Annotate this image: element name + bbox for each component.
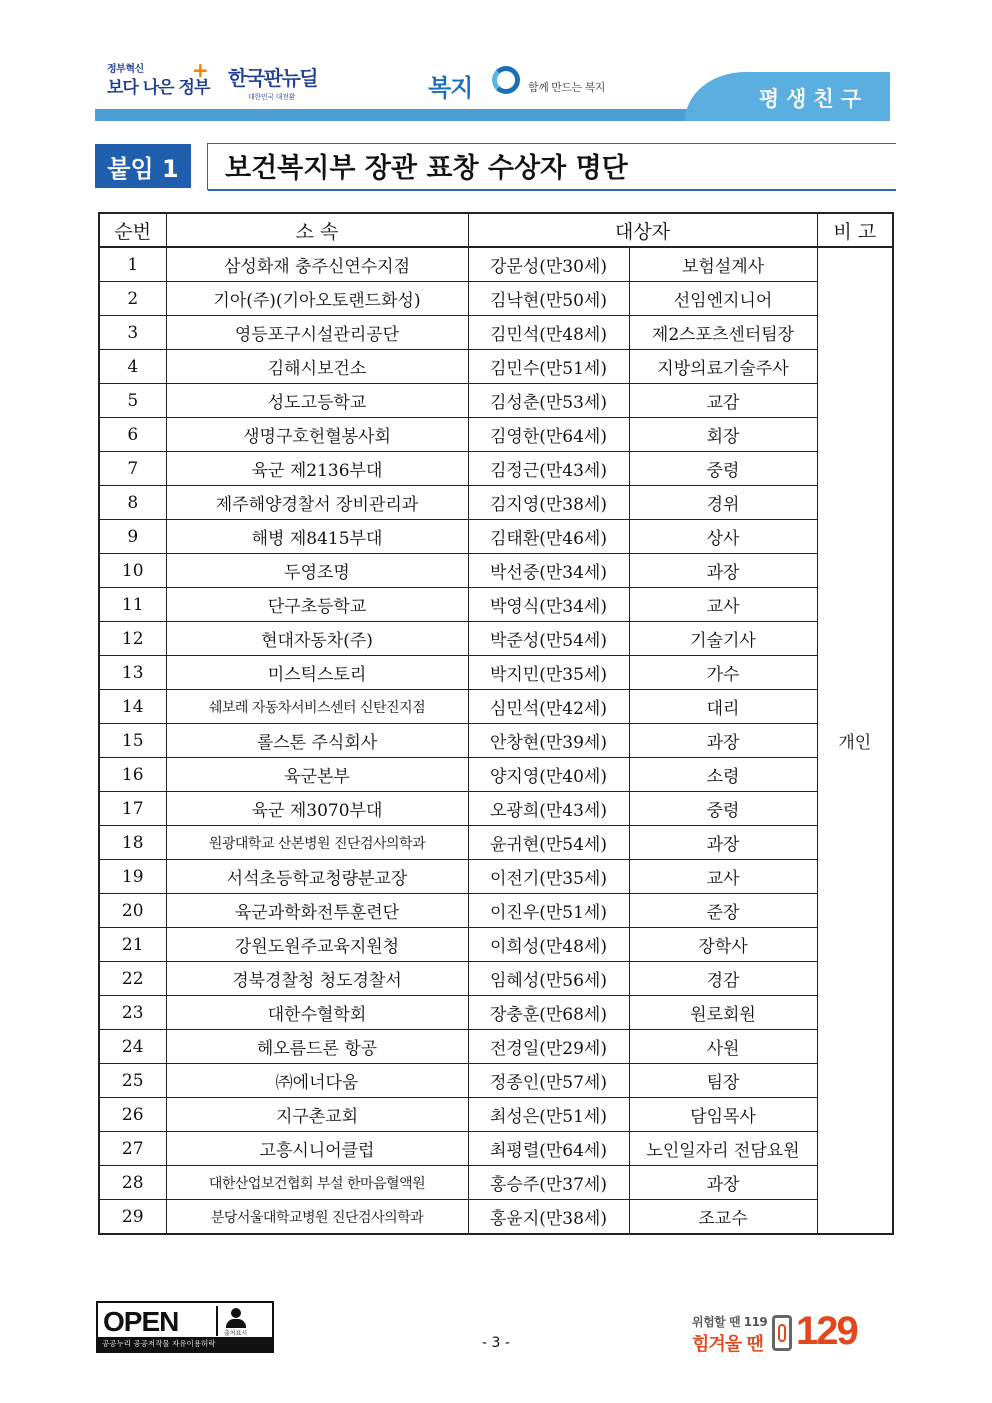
- cell-no: 27: [99, 1132, 166, 1166]
- table-row: [99, 588, 893, 622]
- cell-org: 육군 제2136부대: [166, 452, 468, 486]
- table-row: [99, 622, 893, 656]
- cell-name: 홍승주(만37세): [468, 1166, 629, 1200]
- table-row: [99, 758, 893, 792]
- page-title: 보건복지부 장관 표창 수상자 명단: [225, 153, 628, 184]
- cell-name: 임혜성(만56세): [468, 962, 629, 996]
- table-row: [99, 452, 893, 486]
- cell-org: 제주해양경찰서 장비관리과: [166, 486, 468, 520]
- cell-no: 22: [99, 962, 166, 996]
- table-row: [99, 996, 893, 1030]
- cell-org: 육군본부: [166, 758, 468, 792]
- cell-org: 지구촌교회: [166, 1098, 468, 1132]
- title-left-line: [207, 143, 208, 190]
- table-row: [99, 520, 893, 554]
- cell-no: 14: [99, 690, 166, 724]
- cell-org: 현대자동차(주): [166, 622, 468, 656]
- hotline-line2: 힘겨울 땐: [692, 1334, 763, 1355]
- table-row: [99, 418, 893, 452]
- cell-org: 경북경찰청 청도경찰서: [166, 962, 468, 996]
- cell-role: 교사: [629, 588, 817, 622]
- cell-no: 23: [99, 996, 166, 1030]
- cell-org: 대한수혈학회: [166, 996, 468, 1030]
- header-note: 비 고: [817, 213, 893, 247]
- header-tab: [685, 72, 890, 121]
- cell-no: 24: [99, 1030, 166, 1064]
- cell-no: 5: [99, 384, 166, 418]
- cell-name: 이전기(만35세): [468, 860, 629, 894]
- cell-name: 강문성(만30세): [468, 247, 629, 282]
- gov-logo-small-text: 정부혁신: [107, 64, 144, 75]
- cell-name: 김태환(만46세): [468, 520, 629, 554]
- cell-role: 준장: [629, 894, 817, 928]
- table-row: [99, 316, 893, 350]
- cell-role: 보험설계사: [629, 247, 817, 282]
- cell-org: 기아(주)(기아오토랜드화성): [166, 282, 468, 316]
- cell-name: 김영한(만64세): [468, 418, 629, 452]
- cell-no: 29: [99, 1200, 166, 1235]
- cell-name: 김낙현(만50세): [468, 282, 629, 316]
- cell-name: 박지민(만35세): [468, 656, 629, 690]
- cell-name: 김민석(만48세): [468, 316, 629, 350]
- cell-no: 20: [99, 894, 166, 928]
- title-underline: [208, 189, 896, 191]
- page-header: [95, 52, 890, 124]
- bokji-slogan: 함께 만드는 복지: [528, 81, 605, 94]
- cell-name: 장충훈(만68세): [468, 996, 629, 1030]
- cell-role: 소령: [629, 758, 817, 792]
- table-header-row: [99, 213, 893, 247]
- cell-role: 과장: [629, 724, 817, 758]
- phone-icon: [772, 1315, 792, 1351]
- cell-org: 미스틱스토리: [166, 656, 468, 690]
- cell-no: 25: [99, 1064, 166, 1098]
- gov-innovation-logo: [107, 58, 210, 104]
- cell-org: 헤오름드론 항공: [166, 1030, 468, 1064]
- cell-name: 이희성(만48세): [468, 928, 629, 962]
- table-row: [99, 962, 893, 996]
- cell-org: 해병 제8415부대: [166, 520, 468, 554]
- cell-role: 상사: [629, 520, 817, 554]
- hotline-129-banner: [692, 1305, 884, 1357]
- cell-role: 장학사: [629, 928, 817, 962]
- cell-name: 홍윤지(만38세): [468, 1200, 629, 1235]
- newdeal-logo-text: 한국판뉴딜: [228, 66, 318, 90]
- table-row: [99, 690, 893, 724]
- cell-org: 분당서울대학교병원 진단검사의학과: [166, 1200, 468, 1235]
- cell-name: 정종인(만57세): [468, 1064, 629, 1098]
- cell-role: 지방의료기술주사: [629, 350, 817, 384]
- cell-name: 안창현(만39세): [468, 724, 629, 758]
- cell-role: 대리: [629, 690, 817, 724]
- cell-no: 1: [99, 247, 166, 282]
- cell-no: 7: [99, 452, 166, 486]
- table-row: [99, 1098, 893, 1132]
- cell-name: 김민수(만51세): [468, 350, 629, 384]
- cell-no: 2: [99, 282, 166, 316]
- cell-role: 선임엔지니어: [629, 282, 817, 316]
- cell-org: 단구초등학교: [166, 588, 468, 622]
- cell-note: 개인: [817, 247, 893, 1234]
- table-row: [99, 350, 893, 384]
- cell-role: 담임목사: [629, 1098, 817, 1132]
- cell-role: 과장: [629, 1166, 817, 1200]
- attribution-label: 출처표시: [224, 1330, 248, 1337]
- cell-name: 이진우(만51세): [468, 894, 629, 928]
- newdeal-logo-subtext: 대한민국 대전환: [248, 93, 296, 101]
- cell-org: 고흥시니어클럽: [166, 1132, 468, 1166]
- attribution-icon: [216, 1306, 256, 1336]
- cell-role: 중령: [629, 452, 817, 486]
- header-no: 순번: [99, 213, 166, 247]
- table-row: [99, 554, 893, 588]
- table-row: [99, 826, 893, 860]
- table-row: [99, 792, 893, 826]
- open-license-caption: 공공누리 공공저작물 자유이용허락: [98, 1337, 272, 1351]
- table-row: [99, 894, 893, 928]
- open-logo-text: OPEN: [103, 1306, 179, 1337]
- header-tab-label: 평생친구: [758, 87, 868, 111]
- cell-name: 윤귀현(만54세): [468, 826, 629, 860]
- title-top-line: [208, 143, 896, 144]
- table-row: [99, 282, 893, 316]
- cell-org: 강원도원주교육지원청: [166, 928, 468, 962]
- cell-org: 두영조명: [166, 554, 468, 588]
- cell-no: 28: [99, 1166, 166, 1200]
- table-row: [99, 1064, 893, 1098]
- table-row: [99, 1132, 893, 1166]
- cell-org: 원광대학교 산본병원 진단검사의학과: [166, 826, 468, 860]
- table-row: [99, 656, 893, 690]
- bokji-circle-icon: [492, 66, 520, 94]
- header-org: 소 속: [166, 213, 468, 247]
- cell-role: 원로회원: [629, 996, 817, 1030]
- table-body: [99, 247, 893, 1234]
- cell-role: 과장: [629, 554, 817, 588]
- cell-name: 최성은(만51세): [468, 1098, 629, 1132]
- cell-name: 김성춘(만53세): [468, 384, 629, 418]
- cell-role: 교사: [629, 860, 817, 894]
- cell-org: 서석초등학교청량분교장: [166, 860, 468, 894]
- awardee-table: [98, 212, 894, 1235]
- cell-role: 팀장: [629, 1064, 817, 1098]
- cell-no: 17: [99, 792, 166, 826]
- table-row: [99, 1030, 893, 1064]
- cell-no: 16: [99, 758, 166, 792]
- header-recipient: 대상자: [468, 213, 817, 247]
- table-row: [99, 928, 893, 962]
- attachment-badge: 붙임 1: [95, 144, 191, 188]
- cell-no: 8: [99, 486, 166, 520]
- cell-no: 18: [99, 826, 166, 860]
- cell-role: 교감: [629, 384, 817, 418]
- cell-role: 가수: [629, 656, 817, 690]
- cell-no: 19: [99, 860, 166, 894]
- table-row: [99, 486, 893, 520]
- cell-name: 박선중(만34세): [468, 554, 629, 588]
- cell-no: 21: [99, 928, 166, 962]
- cell-no: 12: [99, 622, 166, 656]
- gov-logo-main-text: 보다 나은 정부: [107, 78, 210, 98]
- cell-org: 삼성화재 충주신연수지점: [166, 247, 468, 282]
- hotline-number: 129: [796, 1309, 857, 1353]
- cell-no: 13: [99, 656, 166, 690]
- cell-name: 김지영(만38세): [468, 486, 629, 520]
- cell-org: 대한산업보건협회 부설 한마음혈액원: [166, 1166, 468, 1200]
- plus-icon: +: [192, 58, 209, 82]
- cell-org: 영등포구시설관리공단: [166, 316, 468, 350]
- cell-no: 9: [99, 520, 166, 554]
- table-row: [99, 247, 893, 282]
- bokji-logo: [428, 62, 628, 106]
- bokji-logo-text: 복지: [428, 74, 473, 102]
- cell-role: 제2스포츠센터팀장: [629, 316, 817, 350]
- cell-name: 최평렬(만64세): [468, 1132, 629, 1166]
- cell-name: 김정근(만43세): [468, 452, 629, 486]
- cell-no: 26: [99, 1098, 166, 1132]
- cell-name: 오광희(만43세): [468, 792, 629, 826]
- cell-org: 육군과학화전투훈련단: [166, 894, 468, 928]
- cell-name: 전경일(만29세): [468, 1030, 629, 1064]
- table-row: [99, 1166, 893, 1200]
- cell-role: 사원: [629, 1030, 817, 1064]
- cell-org: 육군 제3070부대: [166, 792, 468, 826]
- table-row: [99, 1200, 893, 1235]
- table-row: [99, 860, 893, 894]
- cell-org: 김해시보건소: [166, 350, 468, 384]
- cell-org: 쉐보레 자동차서비스센터 신탄진지점: [166, 690, 468, 724]
- cell-no: 6: [99, 418, 166, 452]
- cell-role: 중령: [629, 792, 817, 826]
- table-row: [99, 384, 893, 418]
- page-number: - 3 -: [482, 1335, 510, 1351]
- cell-org: 생명구호헌혈봉사회: [166, 418, 468, 452]
- newdeal-logo: [228, 62, 328, 106]
- cell-role: 노인일자리 전담요원: [629, 1132, 817, 1166]
- cell-no: 4: [99, 350, 166, 384]
- cell-role: 과장: [629, 826, 817, 860]
- cell-name: 박영식(만34세): [468, 588, 629, 622]
- cell-no: 10: [99, 554, 166, 588]
- cell-no: 15: [99, 724, 166, 758]
- cell-org: 성도고등학교: [166, 384, 468, 418]
- cell-role: 회장: [629, 418, 817, 452]
- hotline-line1: 위험할 땐 119: [692, 1315, 768, 1329]
- cell-role: 조교수: [629, 1200, 817, 1235]
- cell-role: 경위: [629, 486, 817, 520]
- table-row: [99, 724, 893, 758]
- cell-name: 박준성(만54세): [468, 622, 629, 656]
- cell-no: 11: [99, 588, 166, 622]
- cell-name: 심민석(만42세): [468, 690, 629, 724]
- cell-role: 경감: [629, 962, 817, 996]
- cell-org: ㈜에너다움: [166, 1064, 468, 1098]
- cell-org: 롤스톤 주식회사: [166, 724, 468, 758]
- cell-name: 양지영(만40세): [468, 758, 629, 792]
- cell-role: 기술기사: [629, 622, 817, 656]
- cell-no: 3: [99, 316, 166, 350]
